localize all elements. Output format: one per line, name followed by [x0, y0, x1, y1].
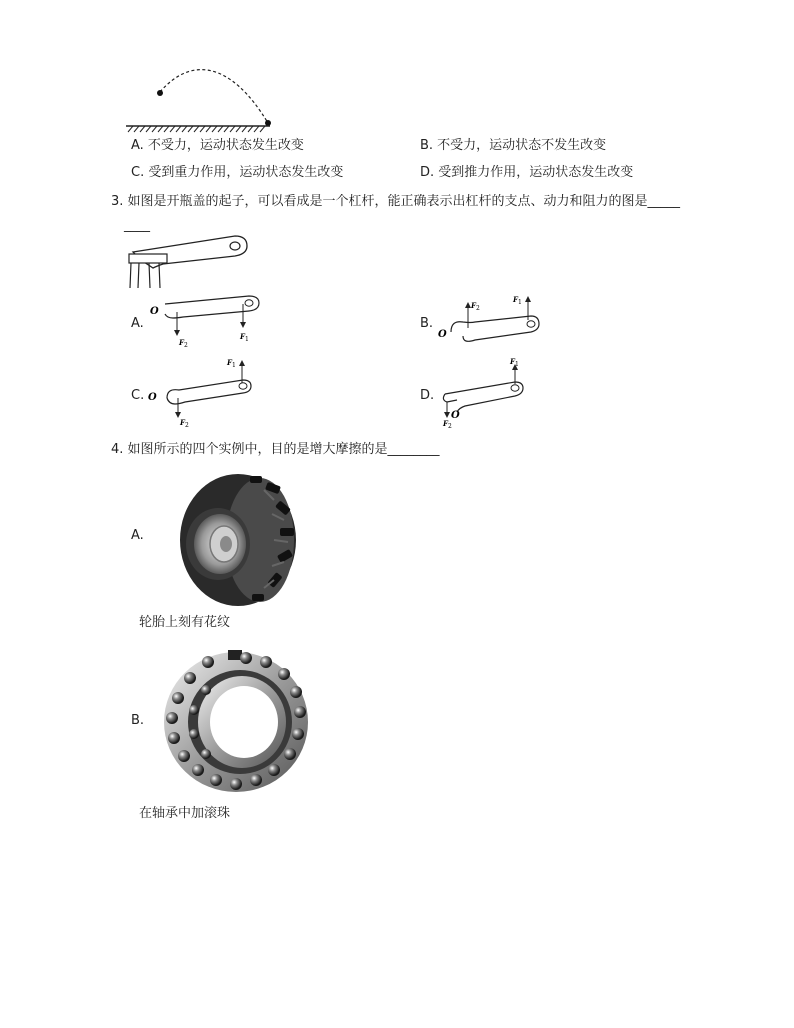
svg-text:2: 2: [184, 342, 188, 349]
svg-text:F: F: [180, 418, 185, 427]
svg-text:F: F: [443, 419, 448, 428]
q4-option-b-caption: 在轴承中加滚珠: [139, 806, 231, 821]
svg-text:2: 2: [448, 423, 452, 428]
q3-stem: 3. 如图是开瓶盖的起子，可以看成是一个杠杆，能正确表示出杠杆的支点、动力和阻力的图是_____: [111, 194, 681, 209]
q2-option-b[interactable]: B. 不受力，运动状态不发生改变: [420, 138, 607, 153]
q3-option-d-letter[interactable]: D.: [420, 388, 435, 403]
svg-text:O: O: [148, 392, 157, 403]
q2-option-d[interactable]: D. 受到推力作用，运动状态发生改变: [420, 165, 634, 180]
bearing-icon[interactable]: [150, 648, 310, 798]
svg-text:2: 2: [185, 422, 189, 428]
svg-text:F: F: [471, 301, 476, 310]
svg-text:F: F: [227, 358, 232, 367]
tire-icon[interactable]: [168, 470, 298, 610]
q4-option-b-letter[interactable]: B.: [131, 713, 145, 728]
q3-option-a-figure[interactable]: [145, 290, 265, 350]
q4-option-a-caption: 轮胎上刻有花纹: [139, 615, 231, 630]
q3-stem-continuation: ____: [124, 218, 150, 233]
q3-option-c-letter[interactable]: C.: [131, 388, 145, 403]
q3-option-b-letter[interactable]: B.: [420, 316, 434, 331]
q4-option-a-letter[interactable]: A.: [131, 528, 144, 543]
q3-option-a-letter[interactable]: A.: [131, 316, 144, 331]
q2-option-c[interactable]: C. 受到重力作用，运动状态发生改变: [131, 165, 344, 180]
q3-option-d-figure[interactable]: [435, 356, 535, 428]
svg-text:F: F: [513, 295, 518, 304]
svg-text:O: O: [451, 410, 460, 421]
svg-text:O: O: [438, 329, 447, 340]
svg-text:F: F: [510, 357, 515, 366]
svg-text:F: F: [240, 332, 245, 341]
q4-stem: 4. 如图所示的四个实例中，目的是增大摩擦的是________: [111, 442, 440, 457]
svg-text:1: 1: [245, 336, 249, 343]
q3-option-c-figure[interactable]: [145, 352, 265, 428]
q2-trajectory-figure: [120, 65, 280, 135]
q3-option-b-figure[interactable]: [435, 292, 545, 348]
svg-text:1: 1: [232, 362, 236, 369]
svg-text:F: F: [179, 338, 184, 347]
bottle-opener-figure: [123, 230, 253, 292]
q2-option-a[interactable]: A. 不受力，运动状态发生改变: [131, 138, 304, 153]
svg-text:2: 2: [476, 305, 480, 312]
a-pivot-label: O: [150, 306, 159, 317]
svg-text:1: 1: [518, 299, 522, 306]
svg-text:1: 1: [515, 361, 519, 368]
